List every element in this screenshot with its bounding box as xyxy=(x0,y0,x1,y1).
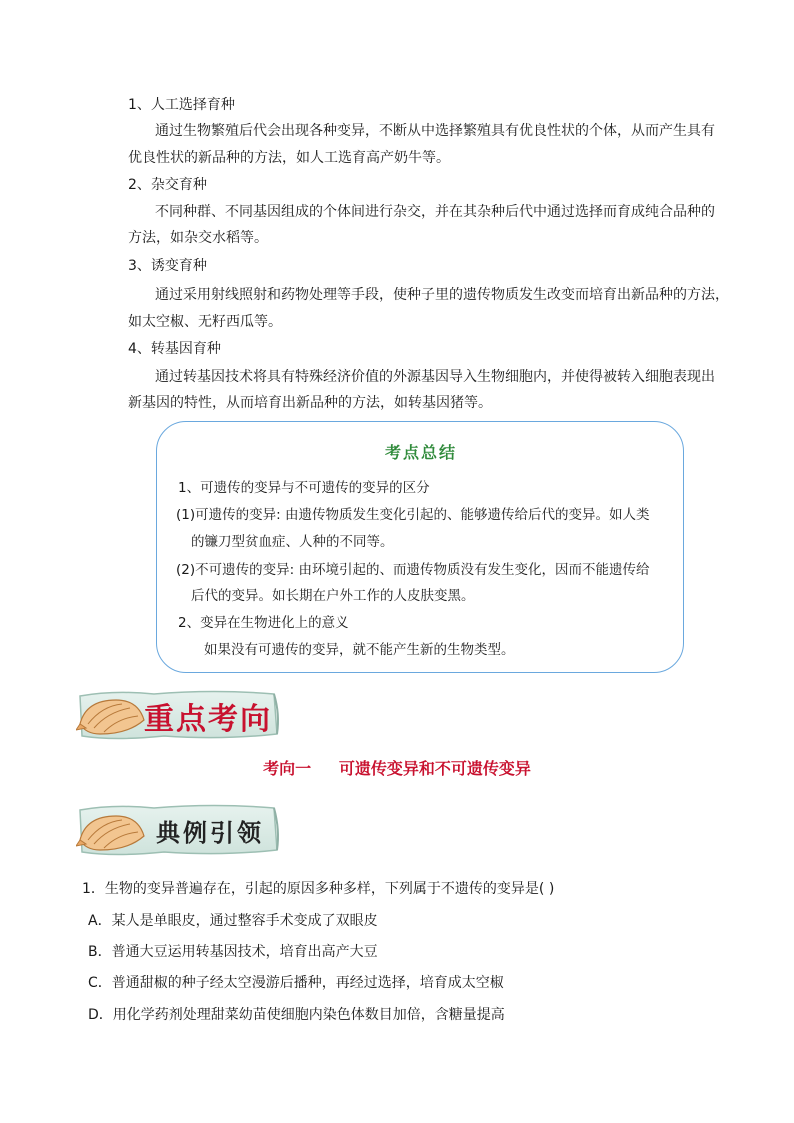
item-text-line: 不同种群、不同基因组成的个体间进行杂交，并在其杂种后代中通过选择而育成纯合品种的 xyxy=(155,204,715,220)
item-text-line: 通过转基因技术将具有特殊经济价值的外源基因导入生物细胞内，并使得被转入细胞表现出 xyxy=(155,369,715,385)
option-c: C．普通甜椒的种子经太空漫游后播种，再经过选择，培育成太空椒 xyxy=(88,975,504,991)
item-text-line: 新基因的特性，从而培育出新品种的方法，如转基因猪等。 xyxy=(128,395,492,411)
item-heading: 3、诱变育种 xyxy=(128,258,207,274)
banner-title: 典例引领 xyxy=(156,818,264,847)
summary-title: 考点总结 xyxy=(384,443,457,462)
option-a: A．某人是单眼皮，通过整容手术变成了双眼皮 xyxy=(88,913,378,929)
item-text-line: 通过采用射线照射和药物处理等手段，使种子里的遗传物质发生改变而培育出新品种的方法， xyxy=(155,287,729,303)
shell-icon xyxy=(76,694,148,738)
shell-icon xyxy=(76,810,148,854)
item-heading: 1、人工选择育种 xyxy=(128,97,235,113)
summary-line: (1)可遗传的变异: 由遗传物质发生变化引起的、能够遗传给后代的变异。如人类 xyxy=(176,507,650,523)
option-b: B．普通大豆运用转基因技术，培育出高产大豆 xyxy=(88,944,378,960)
item-heading: 2、杂交育种 xyxy=(128,177,207,193)
item-text-line: 方法，如杂交水稻等。 xyxy=(128,230,268,246)
summary-line: (2)不可遗传的变异: 由环境引起的、而遗传物质没有发生变化，因而不能遗传给 xyxy=(176,562,650,578)
topic-title: 考向一 可遗传变异和不可遗传变异 xyxy=(263,759,531,778)
banner-title: 重点考向 xyxy=(144,702,272,737)
option-d: D．用化学药剂处理甜菜幼苗使细胞内染色体数目加倍，含糖量提高 xyxy=(88,1007,505,1023)
summary-line: 如果没有可遗传的变异，就不能产生新的生物类型。 xyxy=(204,642,515,658)
item-text-line: 优良性状的新品种的方法，如人工选育高产奶牛等。 xyxy=(128,150,450,166)
summary-line: 1、可遗传的变异与不可遗传的变异的区分 xyxy=(178,480,430,496)
summary-line: 2、变异在生物进化上的意义 xyxy=(178,615,349,631)
question-stem: 1．生物的变异普遍存在，引起的原因多种多样，下列属于不遗传的变异是( ) xyxy=(82,881,555,897)
item-heading: 4、转基因育种 xyxy=(128,341,221,357)
summary-line: 的镰刀型贫血症、人种的不同等。 xyxy=(191,534,394,550)
item-text-line: 如太空椒、无籽西瓜等。 xyxy=(128,314,282,330)
summary-line: 后代的变异。如长期在户外工作的人皮肤变黑。 xyxy=(191,588,475,604)
item-text-line: 通过生物繁殖后代会出现各种变异，不断从中选择繁殖具有优良性状的个体，从而产生具有 xyxy=(155,123,715,139)
key-direction-banner xyxy=(74,686,284,742)
example-banner xyxy=(74,800,284,858)
